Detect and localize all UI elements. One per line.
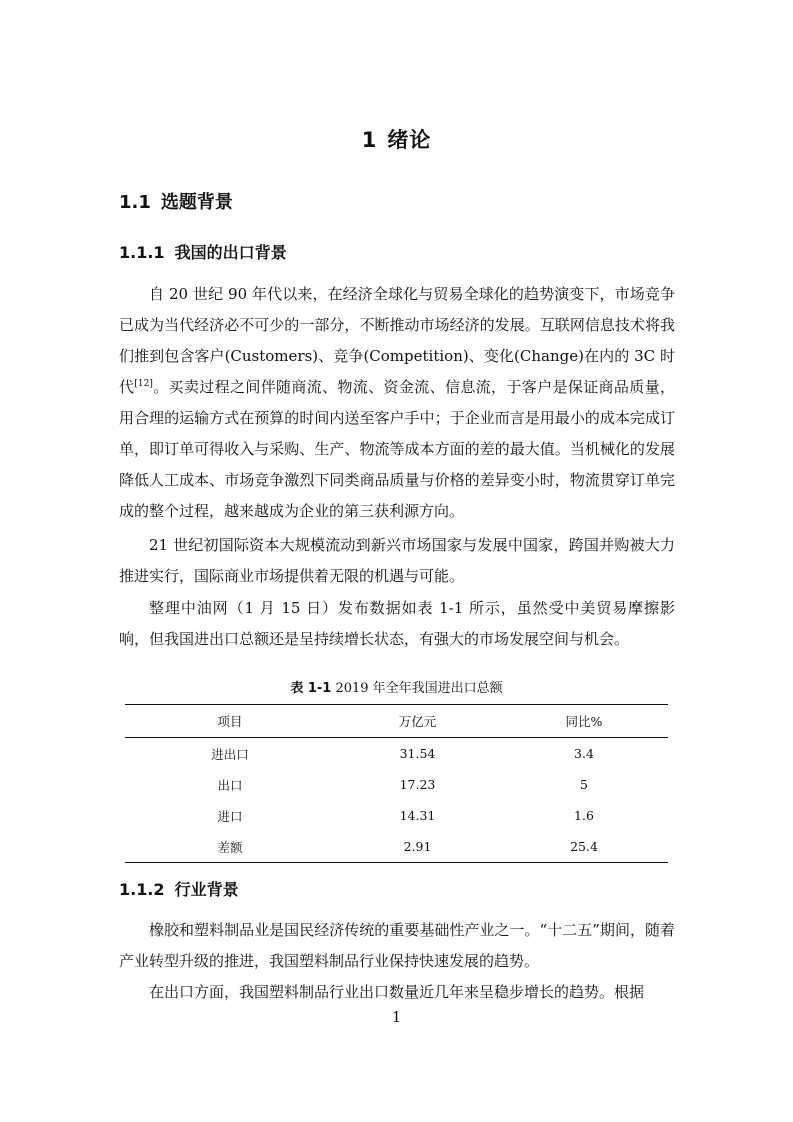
section-title: 选题背景 [160,192,233,213]
table-header-row [125,705,668,738]
subsection-heading-2 [119,877,239,900]
subsection-number: 1.1.1 [119,243,165,262]
chapter-title [0,124,793,154]
column-header: 同比% [500,705,668,738]
subsection-heading-1 [119,240,287,263]
page-number: 1 [391,1008,402,1026]
export-table [125,704,668,863]
table-row [125,738,668,770]
table-cell: 17.23 [399,777,436,792]
table-row [125,831,668,863]
chapter-title-text: 绪论 [387,128,432,152]
subsection-title: 行业背景 [174,880,239,899]
table-cell: 5 [580,777,588,792]
table-cell: 进出口 [211,746,249,762]
table-cell: 进口 [217,808,243,824]
table-row [125,800,668,831]
paragraph [119,279,675,527]
table-caption-label: 表 1-1 [290,681,332,696]
paragraph: 橡胶和塑料制品业是国民经济传统的重要基础性产业之一。“十二五”期间，随着产业转型升级的推进，我国塑料制品行业保持快速发展的趋势。 [119,921,675,970]
citation-reference: [12] [134,379,153,389]
column-header: 项目 [125,705,335,738]
section-number: 1.1 [119,192,151,213]
table-cell: 3.4 [574,746,594,761]
paragraph-text: 自 20 世纪 90 年代以来，在经济全球化与贸易全球化的趋势演变下，市场竞争已成为当代经济必不可少的一部分，不断推动市场经济的发展。互联网信息技术将我们推到包含客户(Customers)、竞争(Competition)、变化(Change)在内的 3C 时代 [119,285,675,396]
table-row [125,769,668,800]
table-cell: 2.91 [403,839,432,854]
table-cell: 1.6 [574,808,594,823]
table-cell: 差额 [217,839,243,855]
paragraph: 在出口方面，我国塑料制品行业出口数量近几年来呈稳步增长的趋势。根据 [149,983,645,1001]
table-cell: 25.4 [570,839,598,854]
table-caption-text: 2019 年全年我国进出口总额 [335,681,503,696]
column-header: 万亿元 [335,705,500,738]
table-cell: 出口 [217,777,243,793]
chapter-number: 1 [361,128,378,152]
paragraph: 21 世纪初国际资本大规模流动到新兴市场国家与发展中国家，跨国并购被大力推进实行，国际商业市场提供着无限的机遇与可能。 [119,536,675,585]
table-cell: 14.31 [399,808,436,823]
table-caption [0,677,793,696]
paragraph-text: 。买卖过程之间伴随商流、物流、资金流、信息流，于客户是保证商品质量，用合理的运输方式在预算的时间内送至客户手中；于企业而言是用最小的成本完成订单，即订单可得收入与采购、生产、物流等成本方面的差的最大值。当机械化的发展降低人工成本、市场竞争激烈下同类商品质量与价格的差异变小时，物流贯穿订单完成的整个过程，越来越成为企业的第三获利源方向。 [119,378,675,520]
subsection-title: 我国的出口背景 [174,243,287,262]
paragraph: 整理中油网（1 月 15 日）发布数据如表 1-1 所示，虽然受中美贸易摩擦影响，但我国进出口总额还是呈持续增长状态，有强大的市场发展空间与机会。 [119,599,675,648]
section-heading [119,188,233,214]
table-cell: 31.54 [399,746,436,761]
subsection-number: 1.1.2 [119,880,165,899]
